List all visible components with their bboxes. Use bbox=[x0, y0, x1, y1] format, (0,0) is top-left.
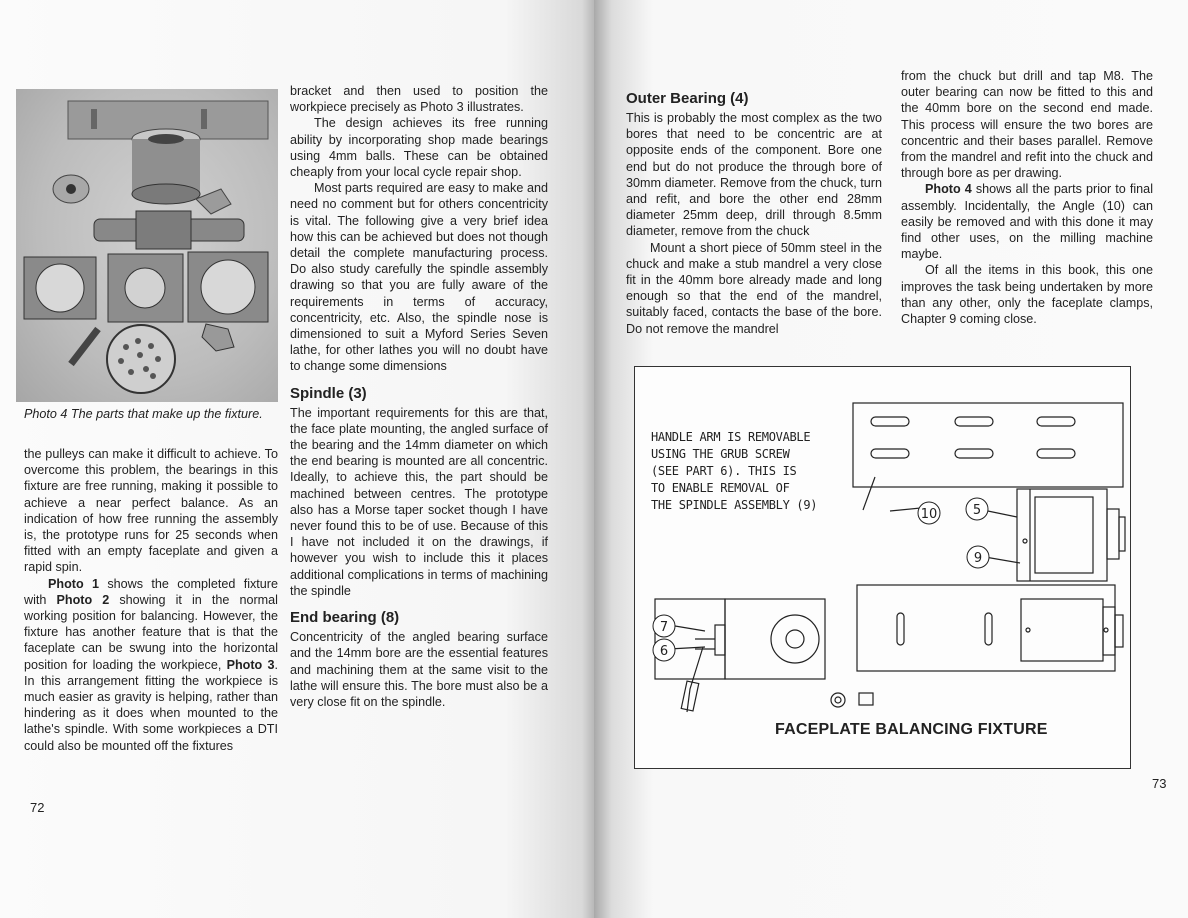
callout-5: 5 bbox=[972, 503, 982, 518]
paragraph: The important requirements for this are that, the face plate mounting, the angled surface of the bearing and the 14mm diameter on which the end bearing is mounted are all concentric. Ideally, to achieve this, the part should be machined between centres. The prototype also has a Morse taper socket though I have never found this to be of use. Because of this I have not included it on the drawings, if however you wish to include this it places additional complications in terms of machining the spindle bbox=[290, 405, 548, 598]
callout-9: 9 bbox=[973, 551, 983, 566]
parts-photo-illustration bbox=[16, 89, 278, 402]
paragraph: the pulleys can make it difficult to achieve. To overcome this problem, the bearings in this fixture are free running, making it possible to achieve a near perfect balance. As an indication of how free running the assembly is, the prototype runs for 25 seconds when fitted with an empty faceplate and given a rapid spin. bbox=[24, 447, 278, 575]
parts-photo bbox=[16, 89, 278, 402]
callout-7: 7 bbox=[659, 620, 669, 635]
drawing-lines bbox=[635, 367, 1130, 768]
section-heading-spindle: Spindle (3) bbox=[290, 384, 367, 402]
photo-ref: Photo 2 bbox=[56, 592, 110, 607]
callout-10: 10 bbox=[920, 507, 938, 522]
paragraph: Photo 1 shows the completed fixture with Photo 2 showing it in the normal working position for balancing. However, the fixture has another feature that is that the faceplate can be swung into the horizontal position for loading the workpiece, Photo 3. In this arrangement fitting the workpiece is much easier as gravity is helping, rather than hindering as it does when mounted to the lathe's spindle. With some workpieces a DTI could also be mounted off the fixtures bbox=[24, 576, 278, 753]
right-column-1 bbox=[626, 90, 882, 337]
photo-ref: Photo 3 bbox=[226, 657, 275, 672]
paragraph: Concentricity of the angled bearing surface and the 14mm bore are the essential features and machining them at the same visit to the lathe will ensure this. The bore must also be a very close fit on the spindle. bbox=[290, 630, 548, 709]
middle-column bbox=[290, 83, 548, 710]
page-number: 72 bbox=[30, 800, 45, 815]
callout-6: 6 bbox=[659, 644, 669, 659]
section-heading-end-bearing: End bearing (8) bbox=[290, 609, 400, 627]
paragraph: Most parts required are easy to make and need no comment but for others concentricity is vital. The following give a very brief idea how this can be achieved but does not though detail the complete manufacturing process. Do also study carefully the spindle assembly drawing so that you are fully aware of the requirements in terms of accuracy, concentricity, etc. Also, the spindle nose is dimensioned to suit a Myford Series Seven lathe, for other lathes you will no doubt have to change some dimensions bbox=[290, 181, 548, 374]
paragraph: This is probably the most complex as the two bores that need to be concentric are at opposite ends of the component. Bore one end but do not produce the through bore of 30mm diameter. Remove from the chuck, turn and refit, and bore the other end 28mm diameter 25mm deep, drill through 8.5mm diameter, remove from the chuck bbox=[626, 111, 882, 239]
photo-caption: Photo 4 The parts that make up the fixture. bbox=[24, 407, 263, 421]
right-column-2 bbox=[901, 68, 1153, 327]
paragraph: The design achieves its free running ability by incorporating shop made bearings using 4mm balls. These can be obtained cheaply from your local cycle repair shop. bbox=[290, 116, 548, 180]
paragraph: bracket and then used to position the workpiece precisely as Photo 3 illustrates. bbox=[290, 84, 548, 115]
paragraph: from the chuck but drill and tap M8. The outer bearing can now be fitted to this and the 40mm bore on the second end made. This process will ensure the two bores are concentric and their bases parallel. Remove from the mandrel and refit into the chuck and through bore as per drawing. bbox=[901, 69, 1153, 181]
left-column bbox=[24, 446, 278, 754]
section-heading-outer-bearing: Outer Bearing (4) bbox=[626, 90, 749, 107]
photo-ref: Photo 1 bbox=[48, 576, 100, 591]
drawing-figure bbox=[634, 366, 1131, 769]
drawing-note: HANDLE ARM IS REMOVABLE USING THE GRUB SCREW (SEE PART 6). THIS IS TO ENABLE REMOVAL OF THE SPINDLE ASSEMBLY (9) bbox=[651, 430, 818, 512]
paragraph: Of all the items in this book, this one improves the task being undertaken by more than any other, only the faceplate clamps, Chapter 9 coming close. bbox=[901, 263, 1153, 327]
paragraph: Photo 4 shows all the parts prior to final assembly. Incidentally, the Angle (10) can easily be removed and with this done it may find other uses, on the milling machine maybe. bbox=[901, 182, 1153, 262]
paragraph: Mount a short piece of 50mm steel in the chuck and make a stub mandrel a very close fit in the 40mm bore already made and long enough so that the end of the mandrel, suitably faced, contacts the base of the bore. Do not remove the mandrel bbox=[626, 240, 882, 336]
page-number: 73 bbox=[1152, 776, 1167, 791]
figure-title: FACEPLATE BALANCING FIXTURE bbox=[775, 721, 1048, 738]
photo-ref: Photo 4 bbox=[925, 182, 972, 197]
